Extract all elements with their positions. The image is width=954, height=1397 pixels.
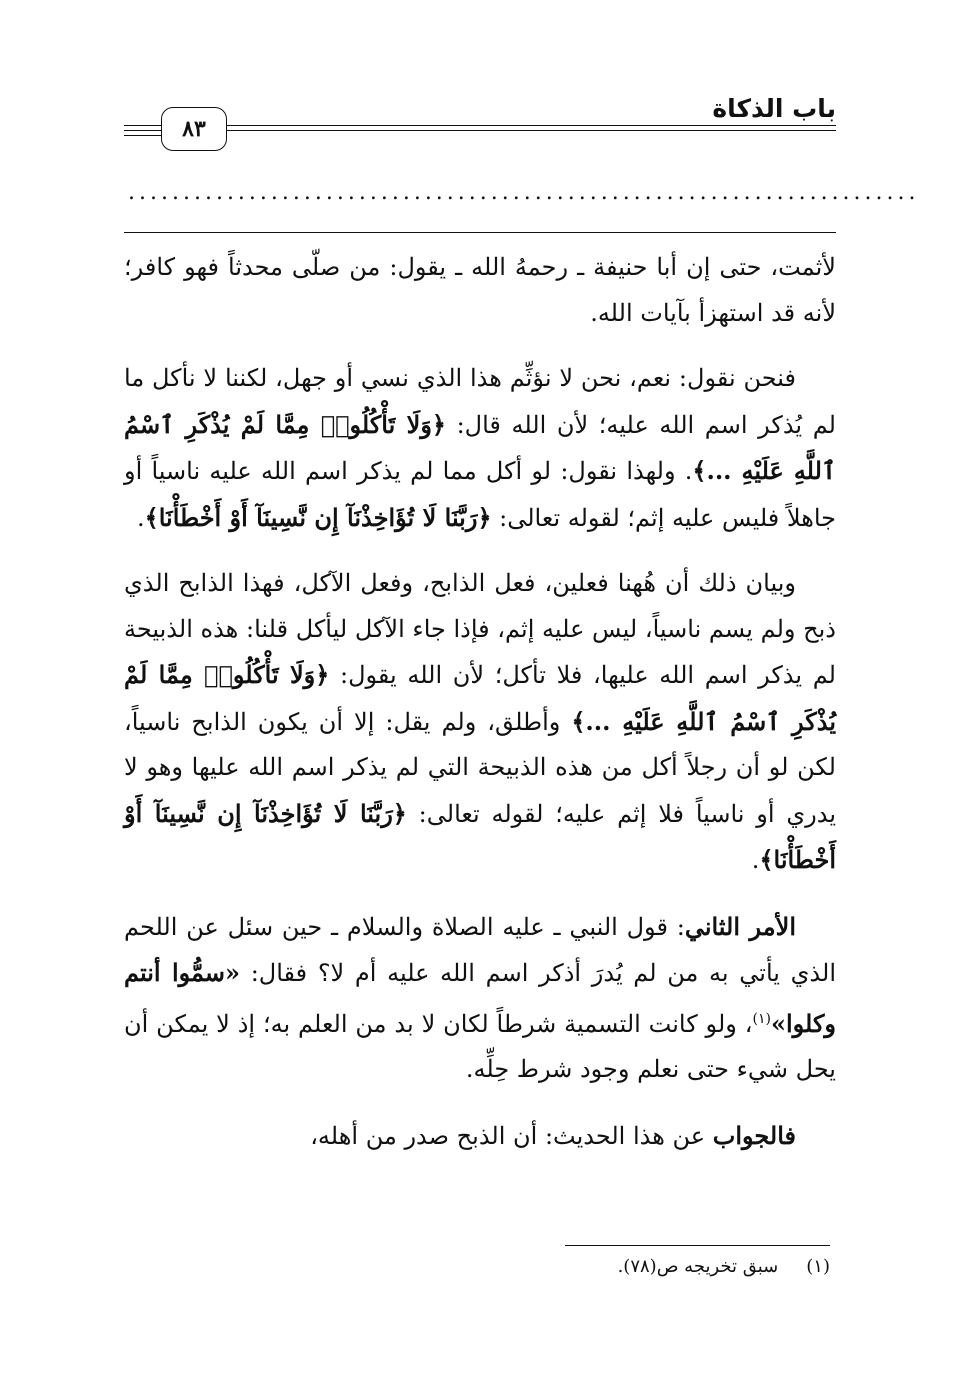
footnote-number: (١) <box>806 1256 830 1277</box>
header-rule-left-mid <box>124 130 161 131</box>
section-heading: الأمر الثاني <box>684 911 797 941</box>
quran-verse: ﴿وَلَا تَأْكُلُوا۟ مِمَّا لَمْ يُذْكَرِ ٱسْمُ ٱللَّهِ عَلَيْهِ ...﴾ <box>124 409 837 485</box>
paragraph-text: : قول النبي ـ عليه الصلاة والسلام ـ حين سئل عن اللحم الذي يأتي به من لم يُدرَ أذكر اسم الله عليه أم لا؟ فقال: <box>124 912 836 987</box>
paragraph-text: . ولهذا نقول: لو أكل مما لم يذكر اسم الله عليه ناسياً أو جاهلاً فليس عليه إثم؛ لقوله تعالى: <box>124 457 836 532</box>
answer-heading: فالجواب <box>712 1120 796 1150</box>
chapter-title: باب الذكاة <box>712 94 836 123</box>
paragraph-text: لأثمت، حتى إن أبا حنيفة ـ رحمهُ الله ـ يقول: من صلّى محدثاً فهو كافر؛ لأنه قد استهزأ بآيات الله. <box>124 253 836 327</box>
footnote-ref: (١) <box>752 1010 771 1027</box>
paragraph-text: . <box>751 846 760 874</box>
paragraph-text: وبيان ذلك أن هُهنا فعلين، فعل الذابح، وفعل الآكل، فهذا الذابح الذي ذبح ولم يسم ناسياً، ليس عليه إثم، فإذا جاء الآكل ليأكل قلنا: هذه الذبيحة لم يذكر اسم الله عليها، فلا تأكل؛ لأن الله يقول: <box>124 569 836 689</box>
paragraph-text: ، ولو كانت التسمية شرطاً لكان لا بد من العلم به؛ إذ لا يمكن أن يحل شيء حتى نعلم وجود شرط حِلِّه. <box>124 1009 836 1083</box>
paragraph-4 <box>124 904 836 1093</box>
paragraph-text: . <box>137 503 145 532</box>
footnote-text: سبق تخريجه ص(٧٨). <box>617 1256 779 1277</box>
header-rule-bottom <box>227 130 836 131</box>
page-number-box: ٨٣ <box>161 107 227 151</box>
header-rule-top <box>227 125 836 126</box>
separator-dots: ........................................................................ <box>128 180 920 205</box>
hadith-quote: «سمُّوا أنتم وكلوا» <box>124 958 836 1038</box>
header-rule-left-top <box>124 125 161 126</box>
footnote-rule <box>565 1245 830 1246</box>
body-text <box>124 245 836 1179</box>
quran-verse: ﴿وَلَا تَأْكُلُوا۟ مِمَّا لَمْ يُذْكَرِ ٱسْمُ ٱللَّهِ عَلَيْهِ ...﴾ <box>124 660 836 736</box>
paragraph-3 <box>124 561 836 884</box>
quran-verse: ﴿رَبَّنَا لَا تُؤَاخِذْنَآ إِن نَّسِينَآ أَوْ أَخْطَأْنَا﴾ <box>144 502 492 532</box>
quran-verse: ﴿رَبَّنَا لَا تُؤَاخِذْنَآ إِن نَّسِينَآ أَوْ أَخْطَأْنَا﴾ <box>124 798 836 874</box>
paragraph-5 <box>124 1113 836 1160</box>
header-rule-left-bottom <box>124 135 161 136</box>
footnote <box>118 1256 830 1277</box>
paragraph-1 <box>124 245 836 336</box>
paragraph-text: عن هذا الحديث: أن الذبح صدر من أهله، <box>310 1121 713 1150</box>
text-top-rule <box>124 232 836 233</box>
paragraph-text: فنحن نقول: نعم، نحن لا نؤثِّم هذا الذي نسي أو جهل، لكننا لا نأكل ما لم يُذكر اسم الله عليه؛ لأن الله قال: <box>124 364 836 439</box>
paragraph-text: وأطلق، ولم يقل: إلا أن يكون الذابح ناسياً، لكن لو أن رجلاً أكل من هذه الذبيحة التي لم يذكر اسم الله عليها وهو لا يدري أو ناسياً فلا إثم عليه؛ لقوله تعالى: <box>124 707 837 828</box>
paragraph-2 <box>124 356 836 541</box>
